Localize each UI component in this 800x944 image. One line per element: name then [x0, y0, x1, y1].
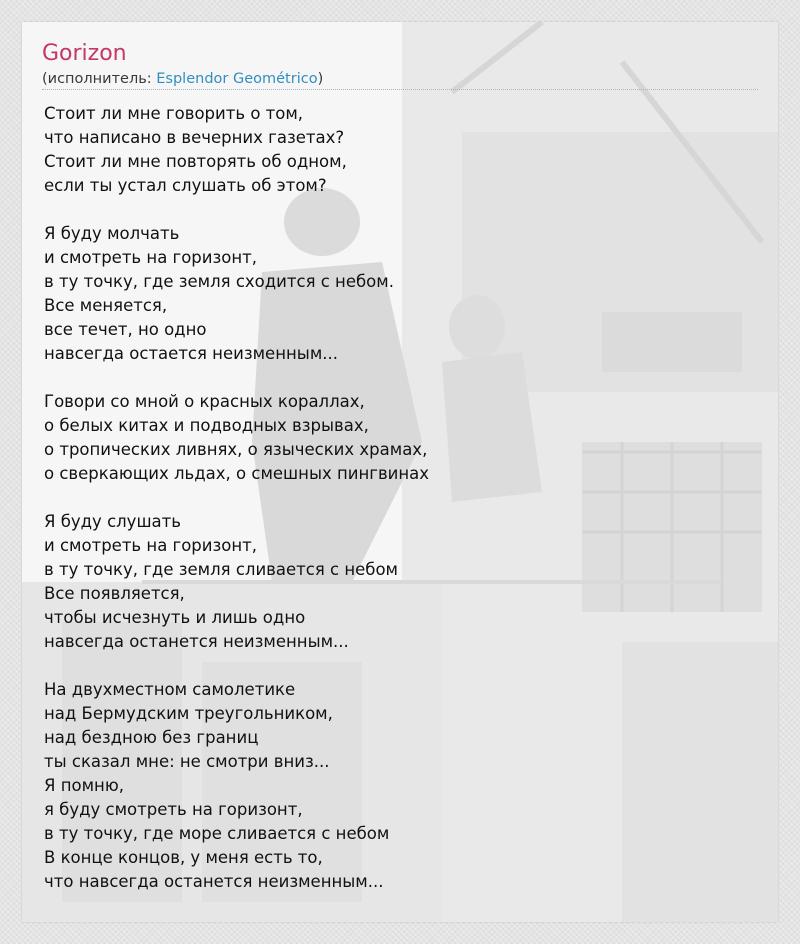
lyric-line: Я буду слушать [44, 512, 181, 531]
stanza [44, 678, 744, 894]
lyric-line: Все меняется, [44, 296, 168, 315]
lyric-line: что навсегда останется неизменным... [44, 872, 384, 891]
artist-prefix: (исполнитель: [42, 71, 157, 87]
stanza [44, 102, 744, 198]
lyric-line: что написано в вечерних газетах? [44, 128, 345, 147]
lyric-line: если ты устал слушать об этом? [44, 176, 327, 195]
lyric-line: Я помню, [44, 776, 124, 795]
lyric-line: Я буду молчать [44, 224, 180, 243]
lyric-line: навсегда остается неизменным... [44, 344, 338, 363]
lyric-line: о белых китах и подводных взрывах, [44, 416, 369, 435]
lyric-line: я буду смотреть на горизонт, [44, 800, 303, 819]
lyric-line: навсегда останется неизменным... [44, 632, 349, 651]
lyric-line: Стоит ли мне говорить о том, [44, 104, 304, 123]
lyric-line: над Бермудским треугольником, [44, 704, 333, 723]
lyric-line: над бездною без границ [44, 728, 259, 747]
lyrics [44, 102, 744, 918]
lyric-line: На двухместном самолетике [44, 680, 296, 699]
lyric-line: и смотреть на горизонт, [44, 248, 258, 267]
artist-link[interactable]: Esplendor Geométrico [156, 71, 318, 87]
lyric-line: В конце концов, у меня есть то, [44, 848, 323, 867]
lyric-line: все течет, но одно [44, 320, 207, 339]
stanza [44, 390, 744, 486]
lyric-line: и смотреть на горизонт, [44, 536, 258, 555]
artist-line [42, 70, 323, 88]
lyric-line: Все появляется, [44, 584, 185, 603]
stanza [44, 222, 744, 366]
song-title: Gorizon [42, 41, 127, 66]
divider [42, 89, 758, 90]
artist-suffix: ) [317, 71, 324, 87]
lyric-line: в ту точку, где море сливается с небом [44, 824, 390, 843]
lyric-line: о сверкающих льдах, о смешных пингвинах [44, 464, 430, 483]
lyric-line: ты сказал мне: не смотри вниз... [44, 752, 330, 771]
lyric-line: чтобы исчезнуть и лишь одно [44, 608, 306, 627]
lyric-line: о тропических ливнях, о языческих храмах, [44, 440, 428, 459]
lyric-line: в ту точку, где земля сливается с небом [44, 560, 398, 579]
lyric-line: Говори со мной о красных кораллах, [44, 392, 365, 411]
lyrics-card [22, 22, 778, 922]
lyric-line: Стоит ли мне повторять об одном, [44, 152, 347, 171]
stanza [44, 510, 744, 654]
lyric-line: в ту точку, где земля сходится с небом. [44, 272, 394, 291]
